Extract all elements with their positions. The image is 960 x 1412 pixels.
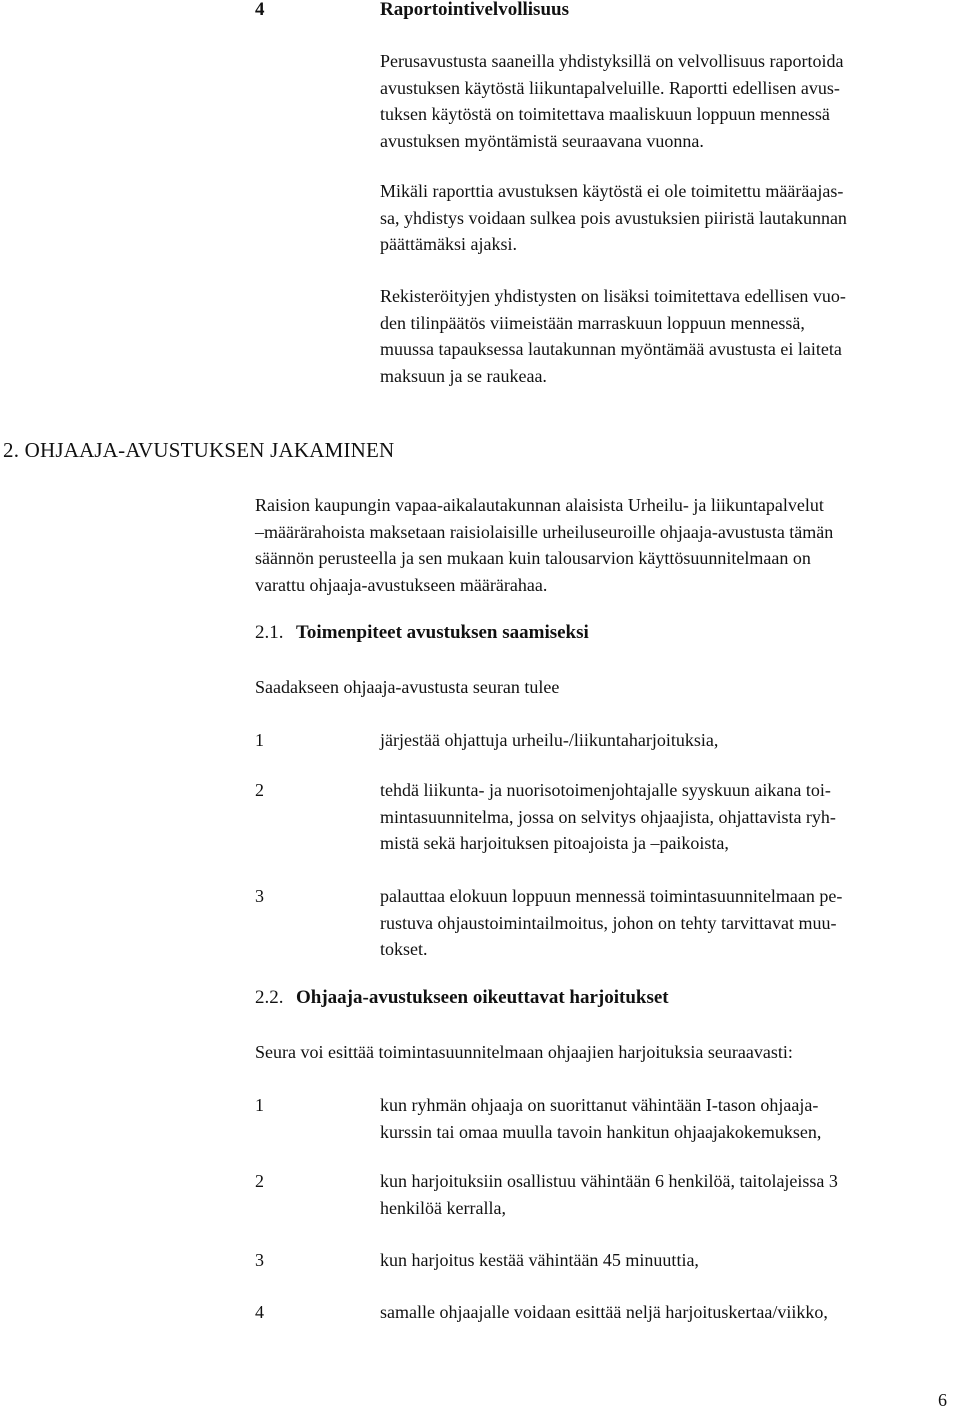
text-line: kurssin tai omaa muulla tavoin hankitun ohjaajakokemuksen,: [380, 1121, 822, 1142]
list-item-number: 1: [255, 730, 264, 750]
text-line: tuksen käytöstä on toimitettava maaliskuun loppuun mennessä: [380, 104, 830, 124]
list-item: [380, 1299, 828, 1326]
text-line: samalle ohjaajalle voidaan esittää neljä harjoituskertaa/viikko,: [380, 1302, 828, 1322]
list-item: [380, 727, 718, 754]
text-line: sa, yhdistys voidaan sulkea pois avustuksien piiristä lautakunnan: [380, 207, 847, 228]
text-line: järjestää ohjattuja urheilu-/liikuntaharjoituksia,: [380, 730, 719, 750]
text-line: Mikäli raporttia avustuksen käytöstä ei ole toimitettu määräajas-: [380, 181, 844, 201]
list-item: [380, 777, 836, 857]
text-line: päättämäksi ajaksi.: [380, 234, 517, 254]
text-line: muussa tapauksessa lautakunnan myöntämää avustusta ei laiteta: [380, 339, 842, 359]
text-line: säännön perusteella ja sen mukaan kuin talousarvion käyttösuunnitelmaan on: [255, 548, 811, 568]
list-item-number: 3: [255, 886, 264, 906]
subsection-2-2-title: Ohjaaja-avustukseen oikeuttavat harjoitukset: [296, 987, 669, 1008]
list-item-number: 1: [255, 1095, 264, 1115]
text-line: Perusavustusta saaneilla yhdistyksillä on velvollisuus raportoida: [380, 51, 844, 71]
list-item: [380, 1247, 699, 1274]
list-item: [380, 883, 842, 963]
list-item-number: 2: [255, 1171, 264, 1191]
section-4-paragraph-2: [380, 178, 847, 258]
subsection-2-1-title: Toimenpiteet avustuksen saamiseksi: [296, 622, 589, 643]
subsection-2-1-number: 2.1.: [255, 622, 284, 643]
section-4-paragraph-1: [380, 48, 843, 154]
text-line: mintasuunnitelma, jossa on selvitys ohjaajista, ohjattavista ryh-: [380, 806, 836, 827]
list-item-number: 3: [255, 1250, 264, 1270]
text-line: kun ryhmän ohjaaja on suorittanut vähintään I-tason ohjaaja-: [380, 1095, 819, 1115]
text-line: palauttaa elokuun loppuun mennessä toimintasuunnitelmaan pe-: [380, 886, 843, 906]
subsection-2-1-lead: Saadakseen ohjaaja-avustusta seuran tulee: [255, 677, 560, 697]
text-line: avustuksen käytöstä liikuntapalveluille. Raportti edellisen avus-: [380, 77, 840, 98]
list-item: [380, 1168, 838, 1221]
text-line: henkilöä kerralla,: [380, 1197, 506, 1218]
section-4-title: Raportointivelvollisuus: [380, 0, 569, 20]
subsection-2-2-number: 2.2.: [255, 987, 284, 1008]
text-line: kun harjoituksiin osallistuu vähintään 6 henkilöä, taitolajeissa 3: [380, 1171, 838, 1191]
text-line: Rekisteröityjen yhdistysten on lisäksi toimitettava edellisen vuo-: [380, 286, 846, 306]
text-line: Raision kaupungin vapaa-aikalautakunnan alaisista Urheilu- ja liikuntapalvelut: [255, 495, 824, 515]
section-4-paragraph-3: [380, 283, 846, 389]
text-line: varattu ohjaaja-avustukseen määrärahaa.: [255, 574, 548, 595]
section-2-intro: [255, 492, 833, 598]
text-line: tehdä liikunta- ja nuorisotoimenjohtajalle syyskuun aikana toi-: [380, 780, 831, 800]
text-line: –määrärahoista maksetaan raisiolaisille urheiluseuroille ohjaaja-avustusta tämän: [255, 521, 834, 542]
page-number: 6: [938, 1390, 947, 1410]
text-line: kun harjoitus kestää vähintään 45 minuuttia,: [380, 1250, 699, 1270]
text-line: den tilinpäätös viimeistään marraskuun loppuun mennessä,: [380, 312, 805, 333]
subsection-2-2-lead: Seura voi esittää toimintasuunnitelmaan ohjaajien harjoituksia seuraavasti:: [255, 1042, 793, 1062]
list-item-number: 4: [255, 1302, 264, 1322]
section-2-heading: 2. OHJAAJA-AVUSTUKSEN JAKAMINEN: [3, 438, 395, 462]
list-item-number: 2: [255, 780, 264, 800]
text-line: rustuva ohjaustoimintailmoitus, johon on tehty tarvittavat muu-: [380, 912, 837, 933]
text-line: tokset.: [380, 939, 428, 959]
text-line: avustuksen myöntämistä seuraavana vuonna.: [380, 130, 704, 151]
list-item: [380, 1092, 821, 1145]
text-line: mistä sekä harjoituksen pitoajoista ja –paikoista,: [380, 833, 729, 853]
text-line: maksuun ja se raukeaa.: [380, 365, 547, 386]
section-4-number: 4: [255, 0, 265, 20]
